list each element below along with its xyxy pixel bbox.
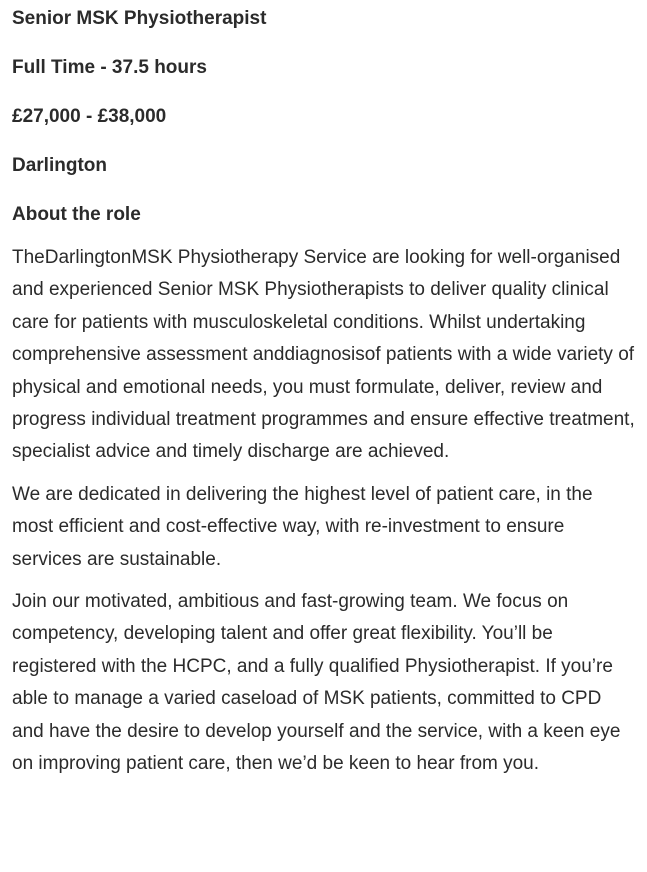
job-hours: Full Time - 37.5 hours <box>12 57 207 78</box>
section-heading: About the role <box>12 204 141 225</box>
job-title: Senior MSK Physiotherapist <box>12 8 267 29</box>
job-location: Darlington <box>12 155 107 176</box>
role-description-paragraph: TheDarlingtonMSK Physiotherapy Service are looking for well-organised and experienced Senior MSK Physiotherapists to deliver quality clinical care for patients with musculoskeletal conditions. Whilst undertaking comprehensive assessment anddiagnosisof patients with a wide variety of physical and emotional needs, you must formulate, deliver, review and progress individual treatment programmes and ensure effective treatment, specialist advice and timely discharge are achieved. <box>12 247 635 463</box>
patient-care-paragraph: We are dedicated in delivering the highest level of patient care, in the most efficient and cost-effective way, with re-investment to ensure services are sustainable. <box>12 483 593 570</box>
job-salary: £27,000 - £38,000 <box>12 106 167 127</box>
team-paragraph: Join our motivated, ambitious and fast-growing team. We focus on competency, developing talent and offer great flexibility. You’ll be registered with the HCPC, and a fully qualified Physiotherapist. If you’re able to manage a varied caseload of MSK patients, committed to CPD and have the desire to develop yourself and the service, with a keen eye on improving patient care, then we’d be keen to hear from you. <box>12 591 621 775</box>
